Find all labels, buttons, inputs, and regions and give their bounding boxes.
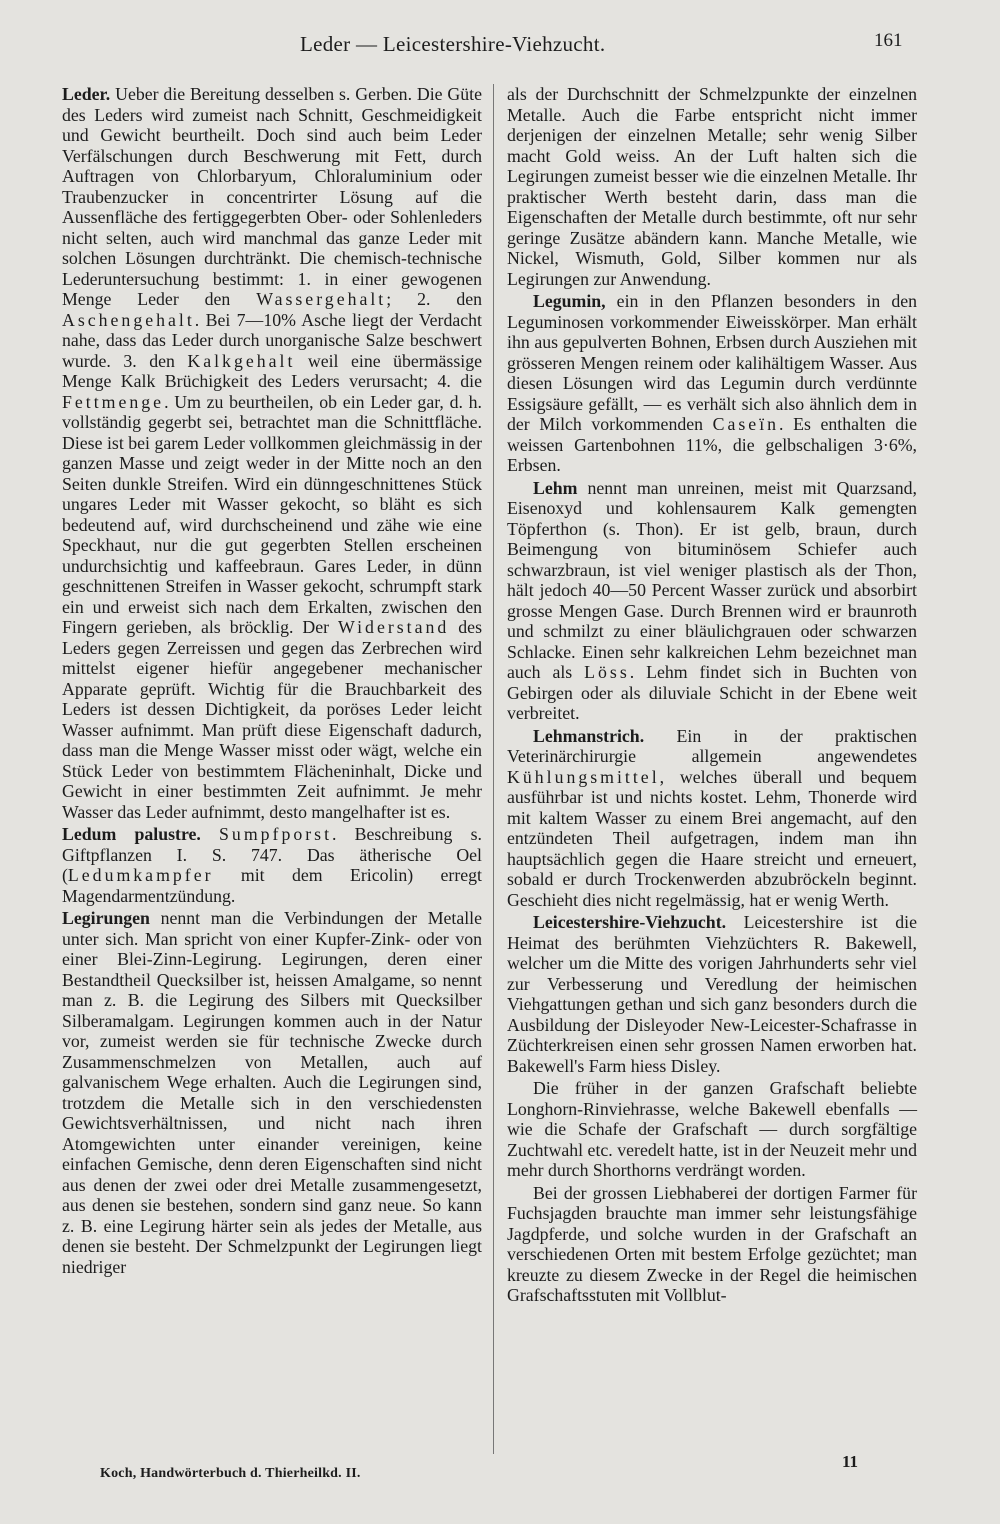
lemma-legumin: Legumin, [533, 291, 606, 311]
entry-text: Bei der grossen Liebhaberei der dortigen Farmer für Fuchsjagden brauchte man immer sehr leistungsfähige Jagdpferde, und solche wurden in der Grafschaft an verschiedenen Orten mit bestem Erfolge gezüchtet; man kreuzte zu diesem Zwecke in der Regel die heimischen Grafschaftsstuten mit Vollblut- [507, 1182, 917, 1305]
entry-legirungen-continued [507, 84, 917, 289]
left-column [62, 84, 482, 1277]
spaced-term: Sumpfporst [219, 824, 333, 844]
entry-text: Ueber die Bereitung desselben s. Gerben. Die Güte des Leders wird zumeist nach Schnitt, Geschmeidigkeit und Gewicht beurtheilt. Doch sind auch beim Leder Verfälschungen durch Beschwerung mit Fett, durch Auftragen von Chlorbaryum, Chloraluminium oder Traubenzucker in concentrirter Lösung auf die Aussenfläche des fertiggegerbten Ober- oder Sohlenleders nicht selten, auch wird manchmal das ganze Leder mit solchen Lösungen durchtränkt. Die chemisch-technische Lederuntersuchung bestimmt: 1. in einer gewogenen Menge Leder den [62, 84, 482, 309]
spaced-term: Fettmenge [62, 391, 165, 412]
entry-text: des Leders gegen Zerreissen und gegen das Zerbrechen wird mittelst eigener hiefür angegebener mechanischer Apparate geprüft. Wichtig für die Brauchbarkeit des Leders ist dessen Dichtigkeit, da poröses Leder leicht Wasser aufnimmt. Man prüft diese Eigenschaft dadurch, dass man die Menge Wasser misst oder wägt, welche ein Stück Leder von bestimmtem Flächeninhalt, Dicke und Gewicht in einer bestimmten Zeit aufnimmt. Je mehr Wasser das Leder aufnimmt, desto mangelhafter ist es. [62, 617, 482, 822]
entry-text: Ein in der praktischen Veterinärchirurgie allgemein angewendetes [507, 725, 917, 766]
entry-text: . Um zu beurtheilen, ob ein Leder gar, d. h. vollständig gegerbt sei, betrachtet man die Schnittfläche. Diese ist bei garem Leder vollkommen gleichmässig in der ganzen Masse und zeigt weder in der Mitte noch an den Seiten dunkle Streifen. Wird ein dünngeschnittenes Stück ungares Leder mit Wasser gekocht, so bläht es sich bedeutend auf, wird durchscheinend und zähe wie eine Speckhaut, nur die gut gegerbten Stellen erscheinen undurchsichtig und kaffeebraun. Gares Leder, in dünn geschnittenen Streifen in Wasser gekocht, schrumpft stark ein und erweist sich nach dem Erkalten, zwischen den Fingern gerieben, als bröcklig. Der [62, 391, 482, 637]
lemma-ledum-palustre: Ledum palustre. [62, 824, 201, 844]
entry-legumin [507, 291, 917, 476]
spaced-term: Kühlungsmittel [507, 766, 660, 787]
spaced-term: Wassergehalt [256, 289, 387, 309]
lemma-lehm: Lehm [533, 477, 578, 498]
entry-text: . Bei 7—10% Asche liegt der Verdacht nahe, dass das Leder durch unorganische Salze beschwert wurde. 3. den [62, 309, 482, 371]
lemma-leder: Leder. [62, 84, 111, 104]
spaced-term: Caseïn [712, 414, 780, 434]
spaced-term: Ledumkampfer [67, 865, 214, 885]
entry-text: . Es enthalten die weissen Gartenbohnen 11%, die gelbschaligen 3·6%, Erbsen. [507, 414, 917, 475]
entry-text: Die früher in der ganzen Grafschaft beliebte Longhorn-Rinviehrasse, welche Bakewell ebenfalls — wie die Schafe der Grafschaft — durch sorgfältige Zuchtwahl etc. veredelt hatte, ist in der Neuzeit mehr und mehr durch Shorthorns verdrängt worden. [507, 1078, 917, 1180]
entry-text: weil eine übermässige Menge Kalk Brüchigkeit des Leders verursacht; 4. die [62, 350, 482, 391]
entry-text: als der Durchschnitt der Schmelzpunkte der einzelnen Metalle. Auch die Farbe entspricht nicht immer derjenigen der einzelnen Metalle; sehr wenig Silber macht Gold weiss. An der Luft halten sich die Legirungen zumeist besser wie die einzelnen Metalle. Ihr praktischer Werth besteht darin, dass man die Eigenschaften der Metalle durch bestimmte, oft nur sehr geringe Zusätze abändern kann. Manche Metalle, wie Nickel, Wismuth, Gold, Silber kommen nur als Legirungen zur Anwendung. [507, 84, 917, 289]
entry-text: mit dem Ericolin) erregt Magendarmentzündung. [62, 865, 482, 906]
entry-ledum-palustre [62, 824, 482, 906]
entry-text: , welches überall und bequem ausführbar ist und nichts kostet. Lehm, Thonerde wird mit kaltem Wasser zu einem Brei angemacht, auf den entzündeten Theil aufgetragen, indem man ihn hauptsächlich gegen die Haare streicht und erneuert, sobald er durch Trockenwerden abzubröckeln beginnt. Geschieht dies nicht regelmässig, hat er wenig Werth. [507, 766, 917, 910]
page-header [0, 30, 1000, 60]
spaced-term: Kalkgehalt [187, 350, 296, 371]
running-head: Leder — Leicestershire-Viehzucht. [300, 32, 606, 56]
entry-text: nennt man die Verbindungen der Metalle unter sich. Man spricht von einer Kupfer-Zink- oder von einer Blei-Zinn-Legirung. Legirungen, deren einer Bestandtheil Quecksilber ist, heissen Amalgame, so nennt man z. B. die Legirung des Silbers mit Quecksilber Silberamalgam. Legirungen kommen auch in der Natur vor, zumeist werden sie für technische Zwecke durch Zusammenschmelzen von Metallen, auch auf galvanischem Wege erhalten. Auch die Legirungen sind, trotzdem die Metalle sich in den verschiedensten Gewichtsverhältnissen, und nicht nach ihren Atomgewichten unter einander vereinigen, keine einfachen Gemische, denn deren Eigenschaften sind nicht aus denen der zwei oder drei Metalle zusammengesetzt, aus denen sie bestehen, sondern sind ganz neue. So kann z. B. eine Legirung härter sein als jedes der Metalle, aus denen sie besteht. Der Schmelzpunkt der Legirungen liegt niedriger [62, 908, 482, 1277]
entry-text: . Lehm findet sich in Buchten von Gebirgen oder als diluviale Schicht in der Ebene weit verbreitet. [507, 662, 917, 723]
entry-leicestershire-viehzucht [507, 912, 917, 1076]
lemma-legirungen: Legirungen [62, 908, 150, 928]
column-divider [493, 84, 494, 1454]
spaced-term: Aschengehalt [62, 309, 195, 330]
entry-lehmanstrich [507, 726, 917, 911]
spaced-term: Löss [584, 662, 630, 682]
entry-lehm [507, 478, 917, 724]
entry-text: ; 2. den [386, 289, 483, 309]
entry-legirungen [62, 908, 482, 1277]
paragraph [507, 1078, 917, 1181]
entry-text: nennt man unreinen, meist mit Quarzsand, Eisenoxyd und kohlensaurem Kalk gemengten Töpferthon (s. Thon). Er ist gelb, braun, durch Beimengung von bituminösem Schiefer auch schwarzbraun, ist viel weniger plastisch als der Thon, hält jedoch 40—50 Percent Wasser zurück und absorbirt grosse Mengen Gase. Durch Brennen wird er braunroth und schmilzt zu einer bläulichgrauen oder schwarzen Schlacke. Einen sehr kalkreichen Lehm bezeichnet man auch als [507, 477, 917, 682]
entry-text: ein in den Pflanzen besonders in den Leguminosen vorkommender Eiweisskörper. Man erhält ihn aus gepulverten Bohnen, Erbsen durch Ausziehen mit grösseren Mengen reinem oder kalihältigem Wasser. Aus diesen Lösungen wird das Legumin durch verdünnte Essigsäure gefällt, — es verhält sich also ähnlich dem in der Milch vorkommenden [507, 291, 917, 434]
lemma-lehmanstrich: Lehmanstrich. [533, 725, 645, 746]
imprint-line: Koch, Handwörterbuch d. Thierheilkd. II. [100, 1466, 361, 1481]
entry-text: Leicestershire ist die Heimat des berühmten Viehzüchters R. Bakewell, welcher um die Mitte des vorigen Jahrhunderts sehr viel zur Verbesserung und Veredlung der heimischen Viehgattungen gethan und sich ganz besonders durch die Ausbildung der Disleyoder New-Leicester-Schafrasse in Züchterkreisen einen sehr grossen Namen erworben hat. Bakewell's Farm hiess Disley. [507, 912, 917, 1076]
entry-text: . Beschreibung s. Giftpflanzen I. S. 747. Das ätherische Oel ( [62, 824, 482, 885]
lemma-leicestershire-viehzucht: Leicestershire-Viehzucht. [533, 912, 727, 932]
paragraph [507, 1183, 917, 1306]
right-column [507, 84, 917, 1306]
spaced-term: Widerstand [338, 617, 450, 637]
page-number: 161 [874, 30, 903, 51]
entry-leder [62, 84, 482, 822]
signature-mark: 11 [842, 1452, 859, 1471]
